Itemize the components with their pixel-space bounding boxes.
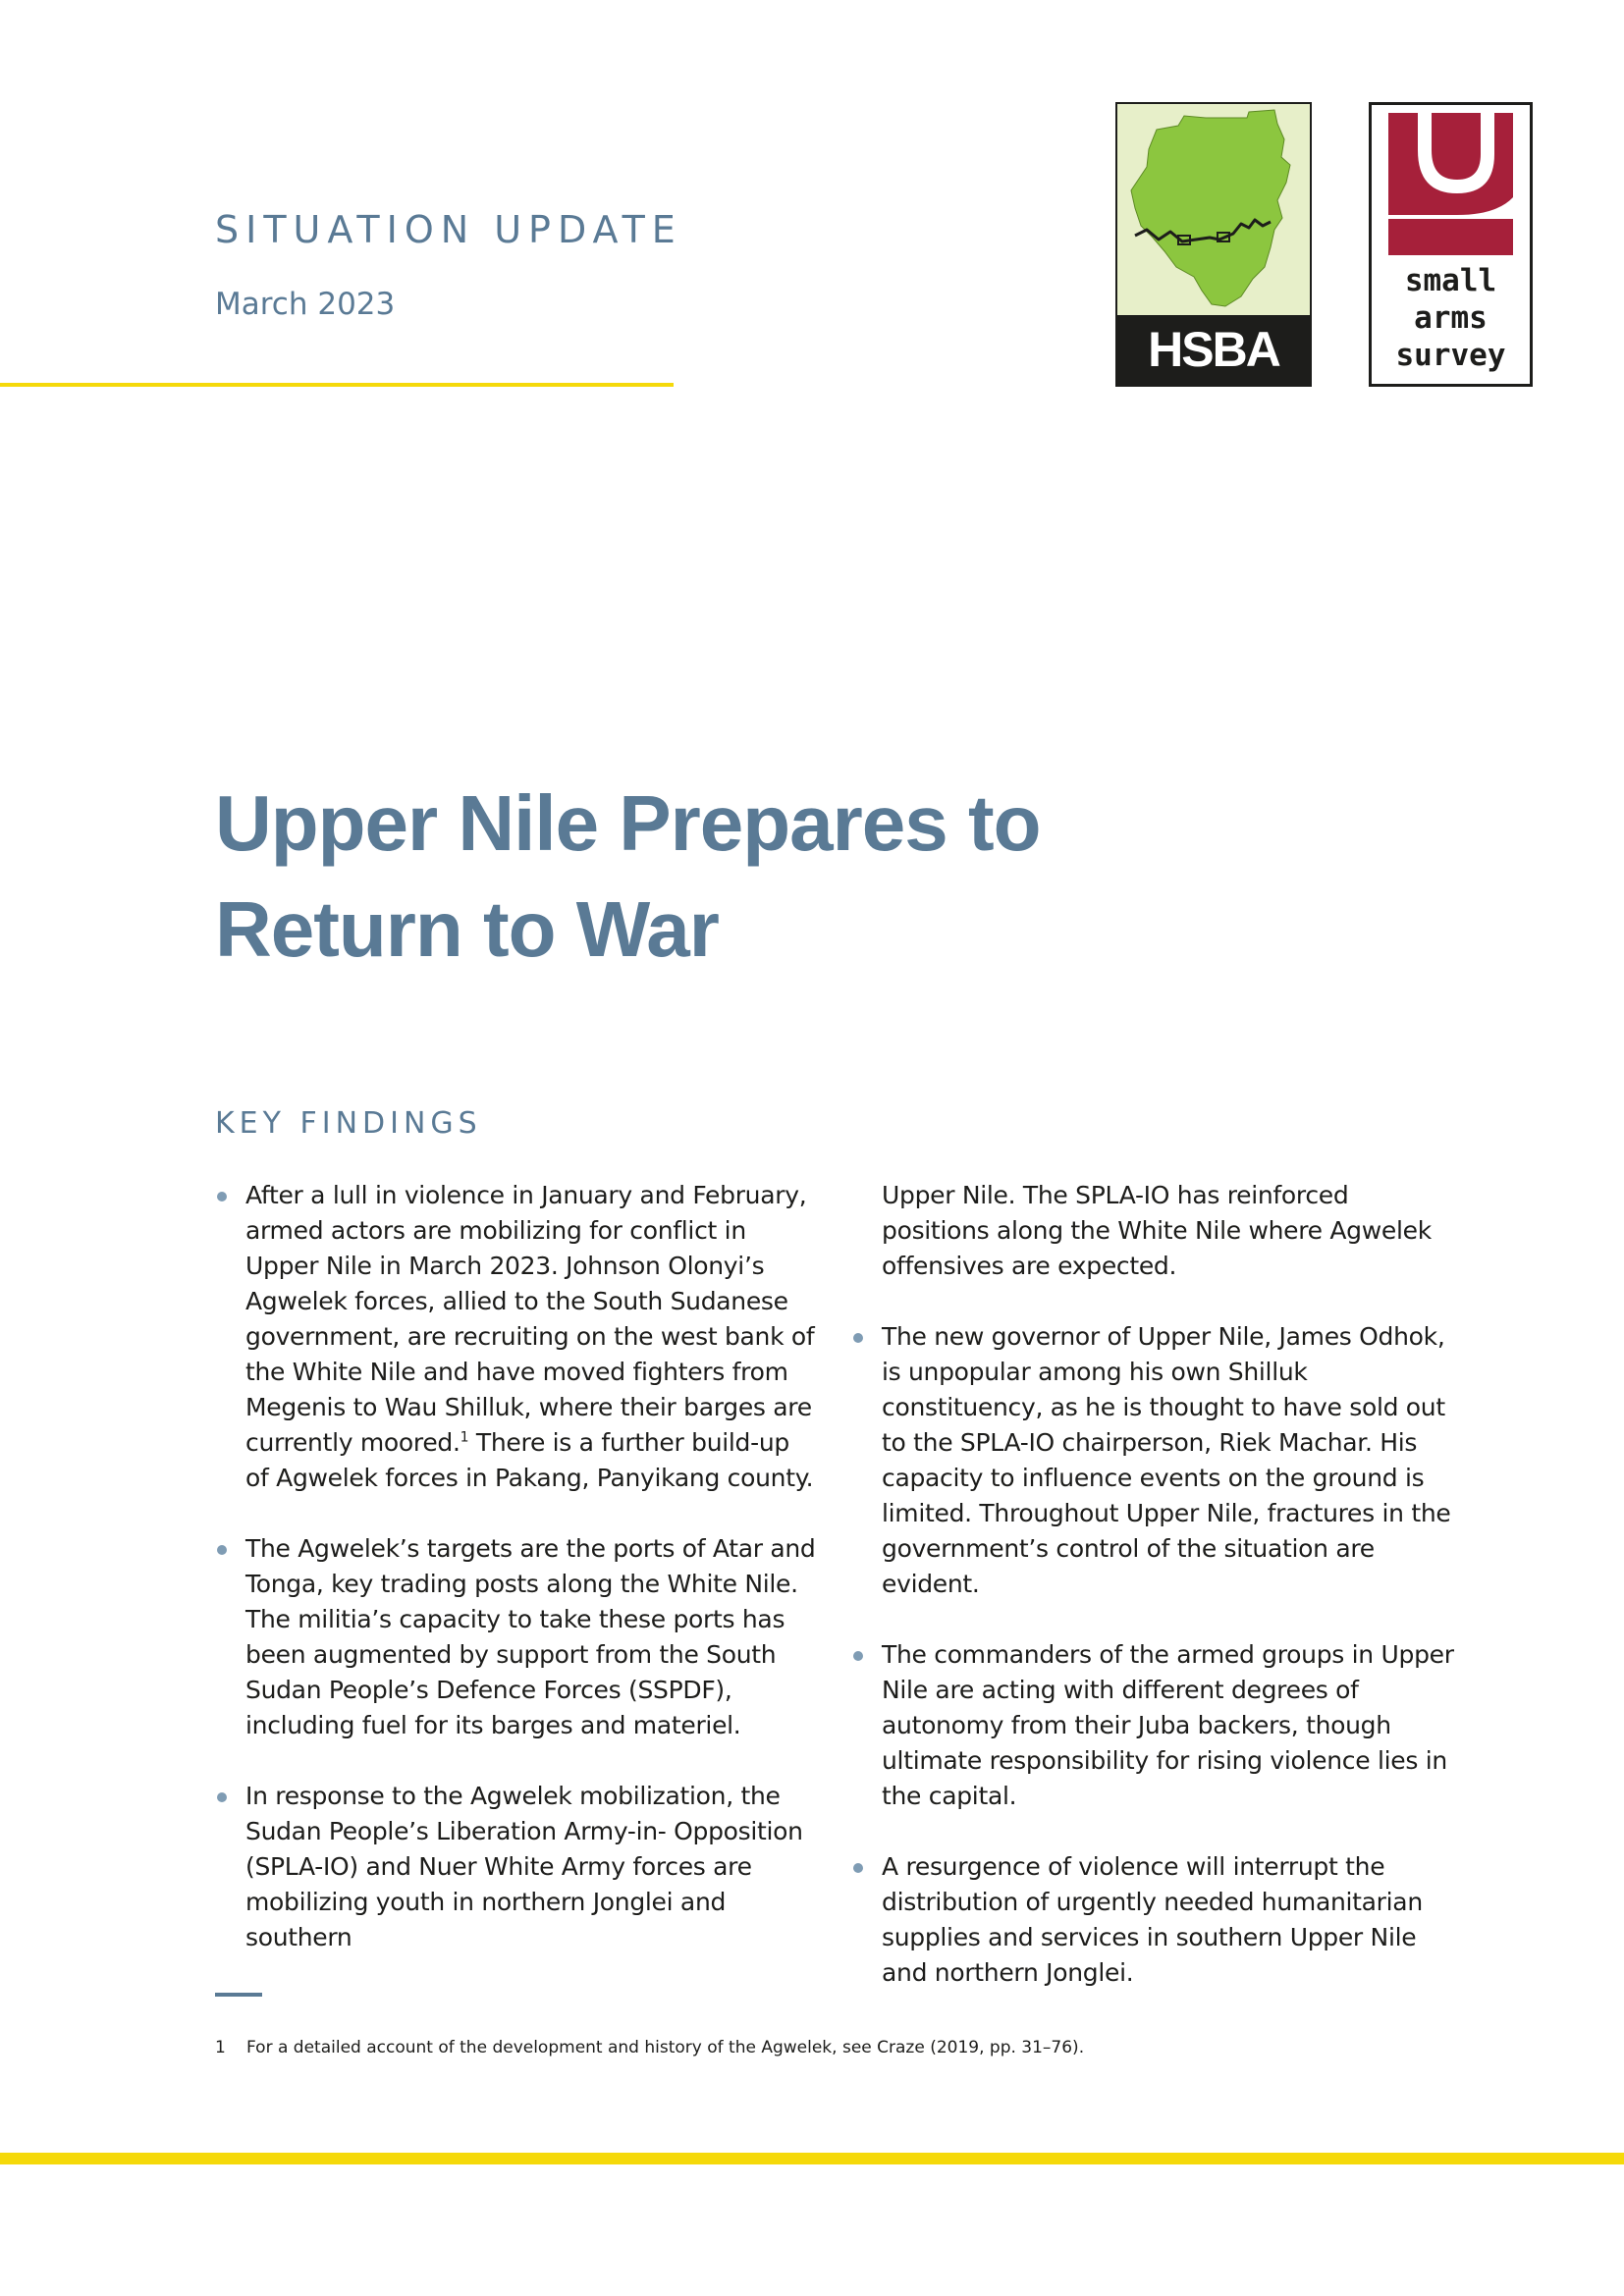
finding-item [851, 1849, 1460, 1991]
bullet-icon [217, 1545, 227, 1555]
footnote-number: 1 [215, 2038, 226, 2057]
page-title-line-2: Return to War [215, 885, 719, 973]
finding-item [215, 1178, 819, 1496]
finding-text: In response to the Agwelek mobilization, the Sudan People’s Liberation Army-in- Opposition (SPLA-IO) and Nuer White Army forces are mobilizing youth in northern Jonglei and southern [245, 1782, 803, 1951]
small-arms-survey-logo [1369, 102, 1533, 387]
hsba-logo-label: HSBA [1117, 315, 1310, 385]
logo-word-small: small [1404, 263, 1497, 298]
footnote-divider [215, 1993, 262, 1997]
finding-item [215, 1531, 819, 1743]
bullet-icon [853, 1333, 863, 1343]
publication-date: March 2023 [215, 287, 396, 322]
footnote-reference[interactable]: 1 [460, 1429, 469, 1446]
finding-continuation: Upper Nile. The SPLA-IO has reinforced positions along the White Nile where Agwelek offensives are expected. [882, 1181, 1432, 1280]
logo-word-arms: arms [1414, 300, 1488, 336]
small-arms-survey-mark-icon [1388, 113, 1513, 255]
footnote [215, 2038, 1084, 2057]
finding-text: The commanders of the armed groups in Upper Nile are acting with different degrees of autonomy from their Juba backers, though ultimate responsibility for rising violence lies in the capital. [882, 1640, 1454, 1810]
hsba-logo [1115, 102, 1312, 387]
footnote-text: For a detailed account of the development and history of the Agwelek, see Craze (2019, pp. 31–76). [246, 2038, 1085, 2057]
finding-item [215, 1779, 819, 1955]
finding-text: The Agwelek’s targets are the ports of Atar and Tonga, key trading posts along the White Nile. The militia’s capacity to take these ports has been augmented by support from the South Sudan People’s Defence Forces (SSPDF), including fuel for its barges and materiel. [245, 1534, 816, 1739]
bullet-icon [853, 1651, 863, 1661]
finding-text: The new governor of Upper Nile, James Odhok, is unpopular among his own Shilluk constituency, as he is thought to have sold out to the SPLA-IO chairperson, Riek Machar. His capacity to influence events on the ground is limited. Throughout Upper Nile, fractures in the government’s control of the situation are evident. [882, 1322, 1451, 1598]
footer-divider [0, 2153, 1624, 2164]
finding-text-tail: There is a further build-up of Agwelek forces in Pakang, Panyikang county. [245, 1428, 814, 1492]
sudan-map-icon [1117, 104, 1310, 315]
page-title [215, 771, 1295, 983]
document-type-label: SITUATION UPDATE [215, 208, 682, 251]
bullet-icon [853, 1863, 863, 1873]
finding-text: After a lull in violence in January and February, armed actors are mobilizing for conflict in Upper Nile in March 2023. Johnson Olonyi’s Agwelek forces, allied to the South Sudanese government, are recruiting on the west bank of the White Nile and have moved fighters from Megenis to Wau Shilluk, where their barges are currently moored. [245, 1181, 815, 1457]
finding-item [851, 1637, 1460, 1814]
finding-item [851, 1319, 1460, 1602]
finding-text: A resurgence of violence will interrupt the distribution of urgently needed humanitarian supplies and services in southern Upper Nile and northern Jonglei. [882, 1852, 1423, 1987]
bullet-icon [217, 1192, 227, 1201]
key-findings-right-column [851, 1178, 1460, 2026]
logo-word-survey: survey [1395, 338, 1506, 373]
page-title-line-1: Upper Nile Prepares to [215, 779, 1041, 867]
key-findings-left-column [215, 1178, 819, 1991]
header-divider [0, 383, 674, 387]
key-findings-heading: KEY FINDINGS [215, 1106, 482, 1141]
bullet-icon [217, 1792, 227, 1802]
